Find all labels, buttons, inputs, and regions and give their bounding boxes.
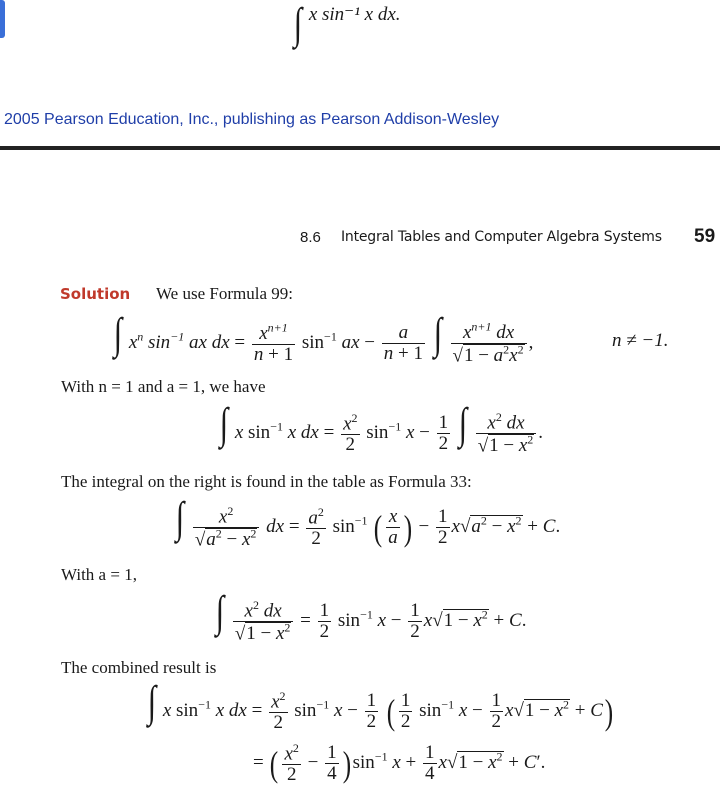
integral-sign-icon: ∫ — [147, 677, 157, 726]
with-a-text: With a = 1, — [61, 565, 137, 584]
top-integral-text: x sin⁻¹ x dx. — [308, 4, 401, 25]
solution-label: Solution — [60, 285, 131, 303]
formula-99: ∫ $x^n$ $\sin^{-1}$ ax dx = $\frac{x^{n+1}}{n + 1}$ $\sin^{-1}$ ax − $\frac{a}{n + 1}$ ∫ $\frac{x^{n+1} dx}{√1 - a^2x^2}$ , — [113, 309, 534, 367]
formula-33: ∫ $\frac{x^2}{√a^2 - x^2}$ dx = $\frac{a^2}{2}$ $\sin^{-1}$ ( $\frac{x}{a}$ ) − $\frac{1}{2}$ $x√a^2 - x^2 + C$. — [175, 493, 561, 551]
section-number: 8.6 — [300, 229, 321, 246]
right-integral-text: The integral on the right is found in the table as Formula 33: — [61, 472, 472, 491]
integral-sign-icon: ∫ — [215, 587, 225, 636]
with-n-text: With n = 1 and a = 1, we have — [61, 377, 266, 396]
divider — [0, 146, 720, 150]
copyright-line: 2005 Pearson Education, Inc., publishing as Pearson Addison-Wesley — [4, 111, 500, 128]
intro-text: We use Formula 99: — [156, 284, 293, 303]
section-title: Integral Tables and Computer Algebra Systems — [341, 229, 662, 245]
integral-sign-icon: ∫ — [175, 493, 185, 542]
integral-sign-icon: ∫ — [113, 309, 123, 358]
left-edge-mark — [0, 0, 5, 38]
integral-sign-icon: ∫ — [219, 399, 229, 448]
condition-n: n ≠ −1. — [612, 330, 669, 351]
combined-text: The combined result is — [61, 658, 217, 677]
integral-sign-icon: ∫ — [433, 309, 442, 358]
combined-line-1: ∫ x $\sin^{-1} x$ dx = $\frac{x^2}{2}$ $\sin^{-1} x$ − $\frac{1}{2}$ ( $\frac{1}{2}$ $\sin^{-1} x$ − $\frac{1}{2}$ $x√1 - x^2 + C$) — [147, 677, 614, 734]
combined-line-2: = ( $\frac{x^2}{2}$ − $\frac{1}{4}$ )$\sin^{-1}$ x + $\frac{1}{4}$ $x√1 - x^2 + C'$. — [253, 741, 546, 786]
formula-a1: ∫ $\frac{x^2 dx}{√1 - x^2}$ = $\frac{1}{2}$ $\sin^{-1} x$ − $\frac{1}{2}$ $x√1 - x^2 + C$. — [215, 587, 527, 645]
integral-sign-icon: ∫ — [293, 0, 303, 48]
top-integral — [292, 2, 401, 46]
formula-specialized: ∫ x $\sin^{-1} x$ dx = $\frac{x^2}{2}$ $\sin^{-1} x$ − $\frac{1}{2}$ ∫ $\frac{x^2 dx}{√1 - x^2}$ . — [219, 399, 544, 457]
page-number: 59 — [694, 226, 716, 247]
integral-sign-icon: ∫ — [458, 399, 468, 448]
